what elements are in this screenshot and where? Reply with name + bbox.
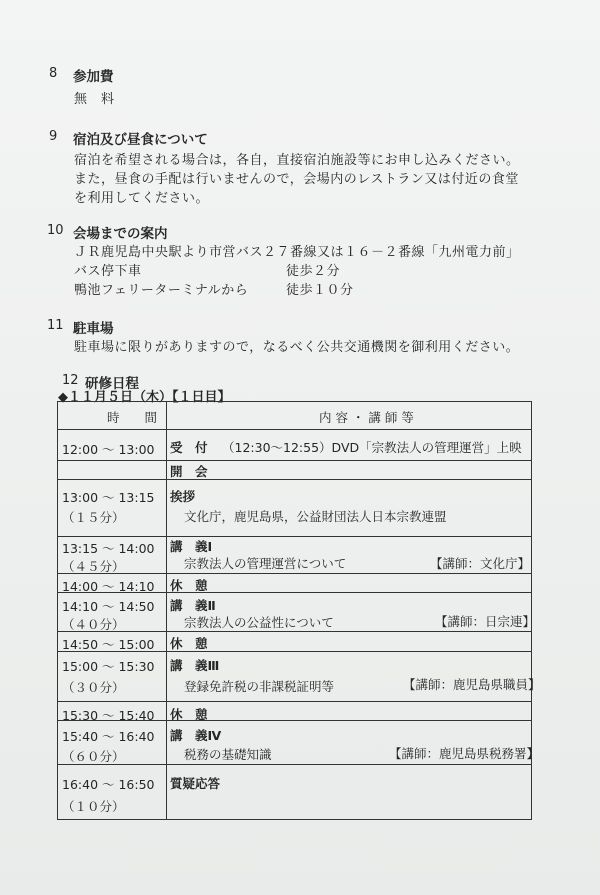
- table-row-duration: （６０分）: [62, 749, 125, 764]
- section-11-line1: 駐車場に限りがありますので，なるべく公共交通機関を御利用ください。: [74, 340, 520, 355]
- table-row-time: 15:30 ～ 15:40: [62, 708, 155, 723]
- table-row-title: 講 義Ⅳ: [170, 728, 222, 743]
- section-10-line1: ＪＲ鹿児島中央駅より市営バス２７番線又は１６－２番線「九州電力前」: [74, 245, 520, 260]
- table-row-title: 休 憩: [170, 578, 208, 593]
- table-row-time: 14:00 ～ 14:10: [62, 579, 155, 594]
- table-row-time: 14:10 ～ 14:50: [62, 599, 155, 614]
- table-row-title: 休 憩: [170, 636, 208, 651]
- table-row-lecturer: 【講師：日宗連】: [435, 614, 536, 629]
- schedule-table: [57, 401, 541, 820]
- table-row-detail: 税務の基礎知識: [184, 747, 272, 762]
- table-row-title: 開 会: [170, 464, 208, 479]
- table-row-title: 休 憩: [170, 707, 208, 722]
- section-11-number: 11: [47, 318, 64, 333]
- section-9-line1: 宿泊を希望される場合は，各自，直接宿泊施設等にお申し込みください。: [74, 153, 520, 168]
- table-row-lecturer: 【講師：鹿児島県税務署】: [389, 746, 540, 761]
- table-row-time: 15:40 ～ 16:40: [62, 729, 155, 744]
- table-row-extra: （12:30～12:55）DVD「宗教法人の管理運営」上映: [222, 440, 522, 455]
- section-9-line3: を利用してください。: [74, 191, 210, 206]
- header-content: 内 容 ・ 講 師 等: [319, 410, 414, 425]
- section-8-body: 無 料: [74, 92, 115, 107]
- table-row-duration: （４０分）: [62, 617, 125, 632]
- table-row-title: 講 義Ⅰ: [170, 539, 213, 554]
- table-row-title: 挨拶: [170, 489, 196, 504]
- section-10-title: 会場までの案内: [73, 226, 168, 242]
- table-row-detail: 宗教法人の公益性について: [184, 615, 334, 630]
- table-row-duration: （１０分）: [62, 799, 125, 814]
- table-row-detail: 登録免許税の非課税証明等: [184, 679, 335, 694]
- section-10-line3-walk: 徒歩１０分: [286, 283, 354, 298]
- table-row-duration: （１５分）: [62, 510, 125, 525]
- table-row-title: 講 義Ⅲ: [170, 658, 220, 673]
- section-11-title: 駐車場: [73, 321, 114, 337]
- table-row-title: 講 義Ⅱ: [170, 598, 216, 613]
- section-8-number: 8: [49, 66, 58, 81]
- table-row-detail: 宗教法人の管理運営について: [184, 556, 347, 571]
- table-row-title: 受 付: [170, 440, 208, 455]
- section-12-title: 研修日程: [85, 376, 139, 392]
- section-10-line2-walk: 徒歩２分: [286, 264, 341, 279]
- table-row-lecturer: 【講師：文化庁】: [430, 556, 531, 571]
- table-row-duration: （３０分）: [62, 680, 125, 695]
- section-10-line2-label: バス停下車: [74, 264, 142, 279]
- header-time: 時 間: [107, 410, 158, 425]
- table-row-duration: （４５分）: [62, 559, 125, 574]
- table-row-time: 14:50 ～ 15:00: [62, 637, 155, 652]
- schedule-day-heading: ◆１１月５日（木）【１日目】: [58, 390, 231, 405]
- table-row-time: 16:40 ～ 16:50: [62, 777, 155, 792]
- section-10-line3-label: 鴨池フェリーターミナルから: [74, 283, 249, 298]
- table-row-title: 質疑応答: [170, 776, 221, 791]
- section-9-number: 9: [49, 129, 58, 144]
- table-row-time: 12:00 ～ 13:00: [62, 442, 155, 457]
- section-8-title: 参加費: [73, 69, 114, 85]
- table-row-time: 13:00 ～ 13:15: [62, 490, 155, 505]
- section-12-number: 12: [62, 373, 79, 388]
- table-row-time: 13:15 ～ 14:00: [62, 541, 155, 556]
- section-9-title: 宿泊及び昼食について: [73, 132, 208, 148]
- section-10-number: 10: [47, 223, 64, 238]
- table-row-lecturer: 【講師：鹿児島県職員】: [403, 677, 541, 692]
- table-row-detail: 文化庁，鹿児島県，公益財団法人日本宗教連盟: [184, 509, 447, 524]
- section-9-line2: また，昼食の手配は行いませんので，会場内のレストラン又は付近の食堂: [74, 172, 519, 187]
- table-row-time: 15:00 ～ 15:30: [62, 659, 155, 674]
